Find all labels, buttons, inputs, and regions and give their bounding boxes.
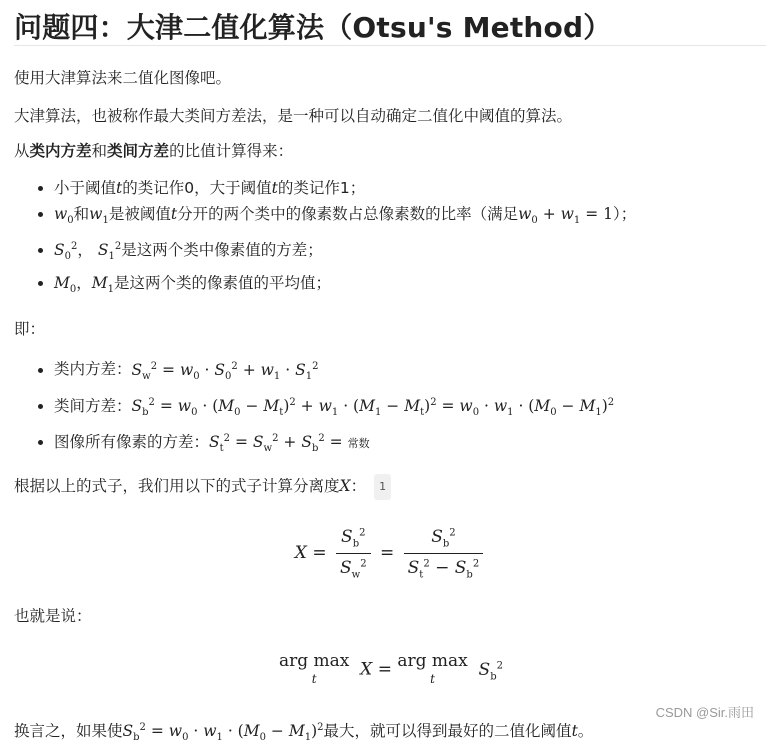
intro-text: 使用大津算法来二值化图像吧。	[14, 69, 232, 87]
formula-list	[14, 353, 768, 462]
within-class-variance-term: 类内方差	[29, 142, 92, 160]
description-text: 大津算法，也被称作最大类间方差法，是一种可以自动确定二值化中阈值的算法。	[14, 107, 573, 125]
list-item: • $w_0$和$w_1$是被阈值t分开的两个类中的像素数占总像素数的比率（满足$w_0 + w_1 = 1$）；	[54, 201, 768, 234]
page-title: 问题四：大津二值化算法（Otsu's Method）	[14, 0, 766, 46]
separation-formula: X = $\frac{S_b^2}{S_w^2}$ = $\frac{S_b^2}{S_t^2 - S_b^2}$	[14, 518, 768, 588]
between-class-variance-term: 类间方差	[107, 142, 170, 160]
list-item: • $S_0^2$， $S_1^2$是这两个类中像素值的方差；	[54, 234, 768, 270]
argmax-formula: arg max t X = arg max t $S_b^2$	[278, 651, 503, 687]
definition-list	[14, 175, 768, 303]
also-text: 也就是说：	[14, 607, 92, 626]
list-item: • $M_0$，$M_1$是这两个类的像素值的平均值；	[54, 270, 768, 303]
list-item: • 类内方差：$S_w^2 = w_0 \cdot S_0^2 + w_1 \cdot S_1^2$	[54, 353, 768, 389]
ratio-text: 从类内方差和类间方差的比值计算得来：	[14, 142, 294, 160]
watermark: CSDN @Sir.雨田	[655, 705, 754, 720]
ji-text: 即：	[14, 320, 46, 339]
separation-text: 根据以上的式子，我们用以下的式子计算分离度X： 1	[14, 474, 768, 500]
conclusion-text: 换言之，如果使$S_b^2 = w_0 \cdot w_1 \cdot (M_0 - M_1)^2$最大，就可以得到最好的二值化阈值t。	[14, 722, 594, 744]
footnote-ref[interactable]: 1	[374, 474, 391, 500]
list-item: • 图像所有像素的方差：$S_t^2 = S_w^2 + S_b^2$ = 常数	[54, 426, 768, 462]
list-item: • 类间方差：$S_b^2 = w_0 \cdot (M_0 - M_t)^2 + w_1 \cdot (M_1 - M_t)^2 = w_0 \cdot w_1 \cdot (M_0 - M_1)^2$	[54, 390, 768, 426]
list-item: • 小于阈值t的类记作0，大于阈值t的类记作1；	[54, 175, 768, 201]
